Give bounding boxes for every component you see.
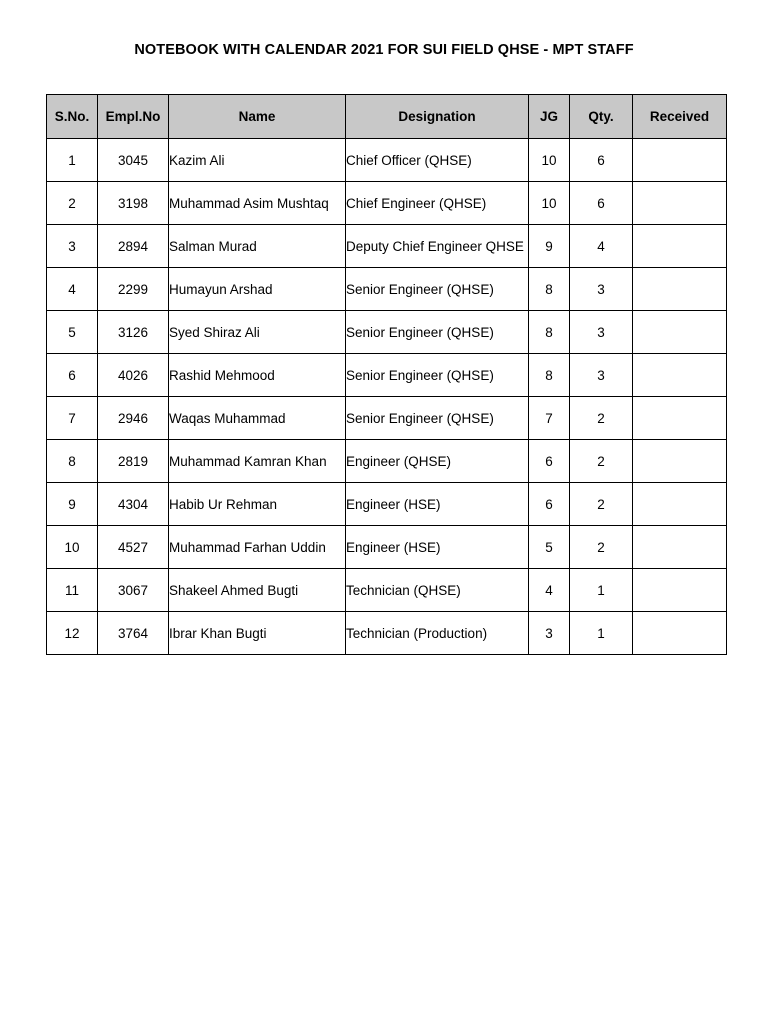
cell-designation: Technician (QHSE) [346, 569, 529, 612]
cell-received [633, 182, 727, 225]
cell-jg: 7 [529, 397, 570, 440]
table-body [47, 139, 727, 655]
cell-name: Habib Ur Rehman [169, 483, 346, 526]
header-empl-no: Empl.No [98, 95, 169, 139]
cell-designation: Chief Officer (QHSE) [346, 139, 529, 182]
cell-jg: 9 [529, 225, 570, 268]
cell-name: Waqas Muhammad [169, 397, 346, 440]
cell-empl-no: 4304 [98, 483, 169, 526]
cell-received [633, 311, 727, 354]
cell-designation: Chief Engineer (QHSE) [346, 182, 529, 225]
cell-jg: 6 [529, 440, 570, 483]
cell-jg: 10 [529, 139, 570, 182]
table-row [47, 139, 727, 182]
cell-qty: 3 [570, 354, 633, 397]
cell-empl-no: 3045 [98, 139, 169, 182]
cell-received [633, 569, 727, 612]
cell-name: Ibrar Khan Bugti [169, 612, 346, 655]
cell-received [633, 483, 727, 526]
cell-jg: 10 [529, 182, 570, 225]
cell-sno: 10 [47, 526, 98, 569]
cell-sno: 9 [47, 483, 98, 526]
cell-qty: 1 [570, 569, 633, 612]
cell-designation: Engineer (HSE) [346, 526, 529, 569]
cell-jg: 4 [529, 569, 570, 612]
table-row [47, 182, 727, 225]
cell-received [633, 440, 727, 483]
cell-qty: 3 [570, 311, 633, 354]
cell-name: Humayun Arshad [169, 268, 346, 311]
cell-sno: 11 [47, 569, 98, 612]
cell-name: Muhammad Asim Mushtaq [169, 182, 346, 225]
cell-jg: 8 [529, 354, 570, 397]
cell-qty: 2 [570, 483, 633, 526]
cell-received [633, 397, 727, 440]
cell-name: Kazim Ali [169, 139, 346, 182]
table-row [47, 612, 727, 655]
cell-name: Muhammad Farhan Uddin [169, 526, 346, 569]
table-row [47, 526, 727, 569]
cell-received [633, 354, 727, 397]
cell-qty: 2 [570, 440, 633, 483]
cell-jg: 5 [529, 526, 570, 569]
cell-empl-no: 3198 [98, 182, 169, 225]
cell-name: Salman Murad [169, 225, 346, 268]
cell-sno: 5 [47, 311, 98, 354]
cell-empl-no: 4527 [98, 526, 169, 569]
table-row [47, 397, 727, 440]
cell-sno: 2 [47, 182, 98, 225]
cell-designation: Engineer (QHSE) [346, 440, 529, 483]
cell-received [633, 526, 727, 569]
cell-received [633, 268, 727, 311]
header-name: Name [169, 95, 346, 139]
header-jg: JG [529, 95, 570, 139]
header-received: Received [633, 95, 727, 139]
cell-empl-no: 3126 [98, 311, 169, 354]
cell-qty: 6 [570, 139, 633, 182]
cell-empl-no: 2894 [98, 225, 169, 268]
cell-designation: Technician (Production) [346, 612, 529, 655]
cell-jg: 6 [529, 483, 570, 526]
cell-qty: 6 [570, 182, 633, 225]
cell-empl-no: 2946 [98, 397, 169, 440]
cell-designation: Senior Engineer (QHSE) [346, 354, 529, 397]
table-row [47, 440, 727, 483]
cell-empl-no: 3764 [98, 612, 169, 655]
header-qty: Qty. [570, 95, 633, 139]
cell-qty: 2 [570, 397, 633, 440]
header-designation: Designation [346, 95, 529, 139]
cell-name: Muhammad Kamran Khan [169, 440, 346, 483]
cell-qty: 2 [570, 526, 633, 569]
cell-empl-no: 2299 [98, 268, 169, 311]
table-row [47, 569, 727, 612]
cell-qty: 4 [570, 225, 633, 268]
cell-sno: 12 [47, 612, 98, 655]
cell-received [633, 612, 727, 655]
cell-designation: Senior Engineer (QHSE) [346, 311, 529, 354]
cell-name: Rashid Mehmood [169, 354, 346, 397]
cell-sno: 6 [47, 354, 98, 397]
cell-empl-no: 2819 [98, 440, 169, 483]
cell-qty: 1 [570, 612, 633, 655]
cell-sno: 4 [47, 268, 98, 311]
cell-received [633, 225, 727, 268]
cell-jg: 8 [529, 311, 570, 354]
cell-sno: 8 [47, 440, 98, 483]
cell-empl-no: 3067 [98, 569, 169, 612]
cell-sno: 7 [47, 397, 98, 440]
cell-designation: Senior Engineer (QHSE) [346, 397, 529, 440]
cell-sno: 1 [47, 139, 98, 182]
cell-designation: Deputy Chief Engineer QHSE [346, 225, 529, 268]
cell-empl-no: 4026 [98, 354, 169, 397]
staff-table [46, 94, 727, 655]
table-row [47, 354, 727, 397]
cell-qty: 3 [570, 268, 633, 311]
table-row [47, 268, 727, 311]
table-row [47, 311, 727, 354]
header-sno: S.No. [47, 95, 98, 139]
cell-sno: 3 [47, 225, 98, 268]
cell-name: Shakeel Ahmed Bugti [169, 569, 346, 612]
cell-jg: 3 [529, 612, 570, 655]
cell-name: Syed Shiraz Ali [169, 311, 346, 354]
table-header-row [47, 95, 727, 139]
cell-designation: Senior Engineer (QHSE) [346, 268, 529, 311]
cell-designation: Engineer (HSE) [346, 483, 529, 526]
table-row [47, 225, 727, 268]
table-row [47, 483, 727, 526]
document-title: NOTEBOOK WITH CALENDAR 2021 FOR SUI FIELD QHSE - MPT STAFF [134, 42, 634, 58]
cell-jg: 8 [529, 268, 570, 311]
cell-received [633, 139, 727, 182]
